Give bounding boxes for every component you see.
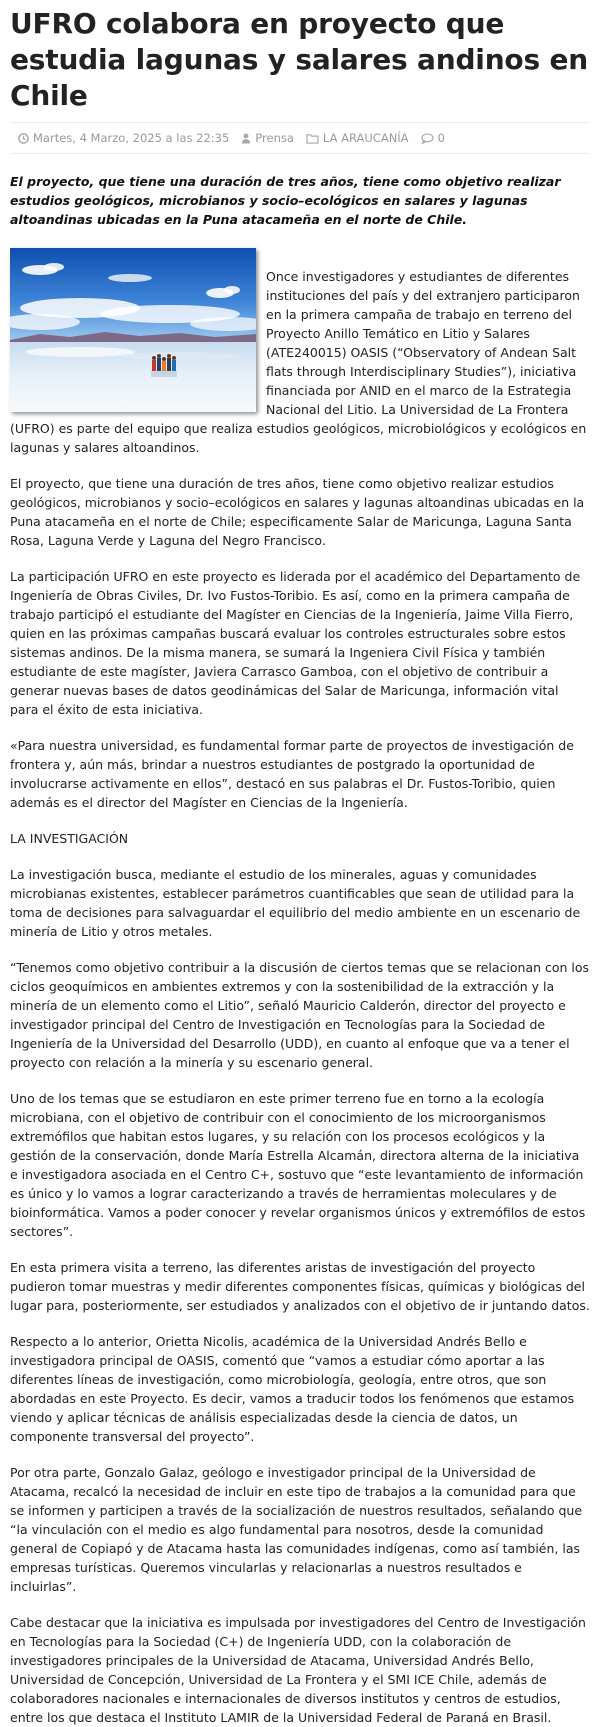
date-text: Martes, 4 Marzo, 2025 a las 22:35 xyxy=(33,131,230,145)
paragraph-3: La participación UFRO en este proyecto es liderada por el académico del Departamento de Ingeniería de Obras Civiles, Dr. Ivo Fustos-Toribio. Es así, como en la primera campaña de trabajo participó el estudiante del Magíster en Ciencias de la Ingeniería, Jaime Villa Fierro, quien en las próximas campañas buscará evaluar los controles estructurales sobre estos sistemas andinos. De la misma manera, se sumará la Ingeniera Civil Física y también estudiante de este magíster, Javiera Carrasco Gamboa, con el objetivo de contribuir a generar nuevas bases de datos geodinámicas del Salar de Maricunga, información vital para el éxito de esta iniciativa. xyxy=(10,569,581,717)
paragraph-10: Por otra parte, Gonzalo Galaz, geólogo e investigador principal de la Universidad de Atacama, recalcó la necesidad de incluir en este tipo de trabajos a la comunidad para que se informen y participen a través de la socialización de nuestros resultados, señalando que “la vinculación con el medio es algo fundamental para nosotros, desde la comunidad general de Copiapó y de Atacama hasta las comunidades indígenas, como así también, las empresas turísticas. Queremos vincularlas y relacionarlas a nuestros resultados e incluirlas”. xyxy=(10,1465,583,1594)
paragraph-1: Once investigadores y estudiantes de diferentes instituciones del país y del extranjero participaron en la primera campaña de trabajo en terreno del Proyecto Anillo Temático en Litio y Salares (ATE240015) OASIS (“Observatory of Andean Salt flats through Interdisciplinary Studies”), iniciativa financiada por ANID en el marco de la Estrategia Nacional del Litio. La Universidad de La Frontera (UFRO) es parte del equipo que realiza estudios geológicos, microbiológicos y ecológicos en lagunas y salares altoandinos. xyxy=(10,269,587,455)
meta-category[interactable] xyxy=(306,131,409,145)
paragraph-2: El proyecto, que tiene una duración de tres años, tiene como objetivo realizar estudios geológicos, microbianos y socio–ecológicos en salares y lagunas altoandinas ubicadas en la Puna atacameña en el norte de Chile; especificamente Salar de Maricunga, Laguna Santa Rosa, Laguna Verde y Laguna del Negro Francisco. xyxy=(10,476,585,548)
article-lead: El proyecto, que tiene una duración de tres años, tiene como objetivo realizar estudios geológicos, microbianos y socio–ecológicos en salares y lagunas altoandinas ubicadas en la Puna atacameña en el norte de Chile. xyxy=(10,174,561,227)
section-heading: LA INVESTIGACIÓN xyxy=(10,831,129,846)
paragraph-7: Uno de los temas que se estudiaron en este primer terreno fue en torno a la ecología microbiana, con el objetivo de contribuir con el conocimiento de los microorganismos extremófilos que habitan estos lugares, y su relación con los procesos ecológicos y la gestión de la conservación, donde María Estrella Alcamán, directora alterna de la iniciativa e investigadora asociada en el Centro C+, sostuvo que “este levantamiento de información es único y lo vamos a lograr caracterizando a través de herramientas moleculares y de bioinformática. Vamos a poder conocer y revelar organismos únicos y extremófilos de estos sectores”. xyxy=(10,1091,586,1239)
article-container xyxy=(0,6,600,1727)
paragraph-9: Respecto a lo anterior, Orietta Nicolis, académica de la Universidad Andrés Bello e investigadora principal de OASIS, comentó que “vamos a estudiar cómo aportar a las diferentes líneas de investigación, como microbiología, geología, entre otros, que son abordadas en este Proyecto. Es decir, vamos a traducir todos los fenómenos que estamos viendo y aplicar técnicas de análisis especializadas desde la ciencia de datos, un componente transversal del proyecto”. xyxy=(10,1334,575,1444)
salt-flat-photo[interactable] xyxy=(10,248,256,412)
category-text: LA ARAUCANÍA xyxy=(322,131,409,145)
comments-count: 0 xyxy=(437,131,445,145)
meta-author[interactable] xyxy=(241,131,294,145)
clock-icon xyxy=(18,133,29,144)
author-text: Prensa xyxy=(255,131,294,145)
paragraph-5: La investigación busca, mediante el estudio de los minerales, aguas y comunidades microbianas existentes, establecer parámetros cuantificables que sean de utilidad para la toma de decisiones para salvaguardar el equilibrio del medio ambiente en un escenario de minería de Litio y otros metales. xyxy=(10,867,581,939)
meta-comments[interactable] xyxy=(421,131,445,145)
paragraph-8: En esta primera visita a terreno, las diferentes aristas de investigación del proyecto pudieron tomar muestras y medir diferentes componentes físicas, químicas y biológicas del lugar para, posteriormente, ser estudiados y analizados con el objetivo de ir juntando datos. xyxy=(10,1260,590,1313)
folder-icon xyxy=(306,133,319,144)
comment-icon xyxy=(421,133,434,144)
meta-date xyxy=(18,131,229,145)
user-icon xyxy=(241,133,251,144)
paragraph-11: Cabe destacar que la iniciativa es impulsada por investigadores del Centro de Investigación en Tecnologías para la Sociedad (C+) de Ingeniería UDD, con la colaboración de investigadores principales de la Universidad de Atacama, Universidad Andrés Bello, Universidad de Concepción, Universidad de La Frontera y el SMI ICE Chile, además de colaboradores nacionales e internacionales de diversos institutos y centros de estudios, entre los que destaca el Instituto LAMIR de la Universidad Federal de Paraná en Brasil. xyxy=(10,1615,586,1725)
article-body xyxy=(10,241,590,1727)
article-title: UFRO colabora en proyecto que estudia lagunas y salares andinos en Chile xyxy=(10,7,589,112)
paragraph-4: «Para nuestra universidad, es fundamental formar parte de proyectos de investigación de frontera y, aún más, brindar a nuestros estudiantes de postgrado la oportunidad de involucrarse activamente en ellos”, destacó en sus palabras el Dr. Fustos-Toribio, quien además es el director del Magíster en Ciencias de la Ingeniería. xyxy=(10,738,574,810)
article-meta xyxy=(10,122,590,154)
paragraph-6: “Tenemos como objetivo contribuir a la discusión de ciertos temas que se relacionan con los ciclos geoquímicos en ambientes extremos y con la sostenibilidad de la extracción y la minería de un elemento como el Litio”, señaló Mauricio Calderón, director del proyecto e investigador principal del Centro de Investigación en Tecnologías para la Sociedad de Ingeniería de la Universidad del Desarrollo (UDD), en cuanto al enfoque que va a tener el proyecto con relación a la minería y su escenario general. xyxy=(10,960,590,1070)
